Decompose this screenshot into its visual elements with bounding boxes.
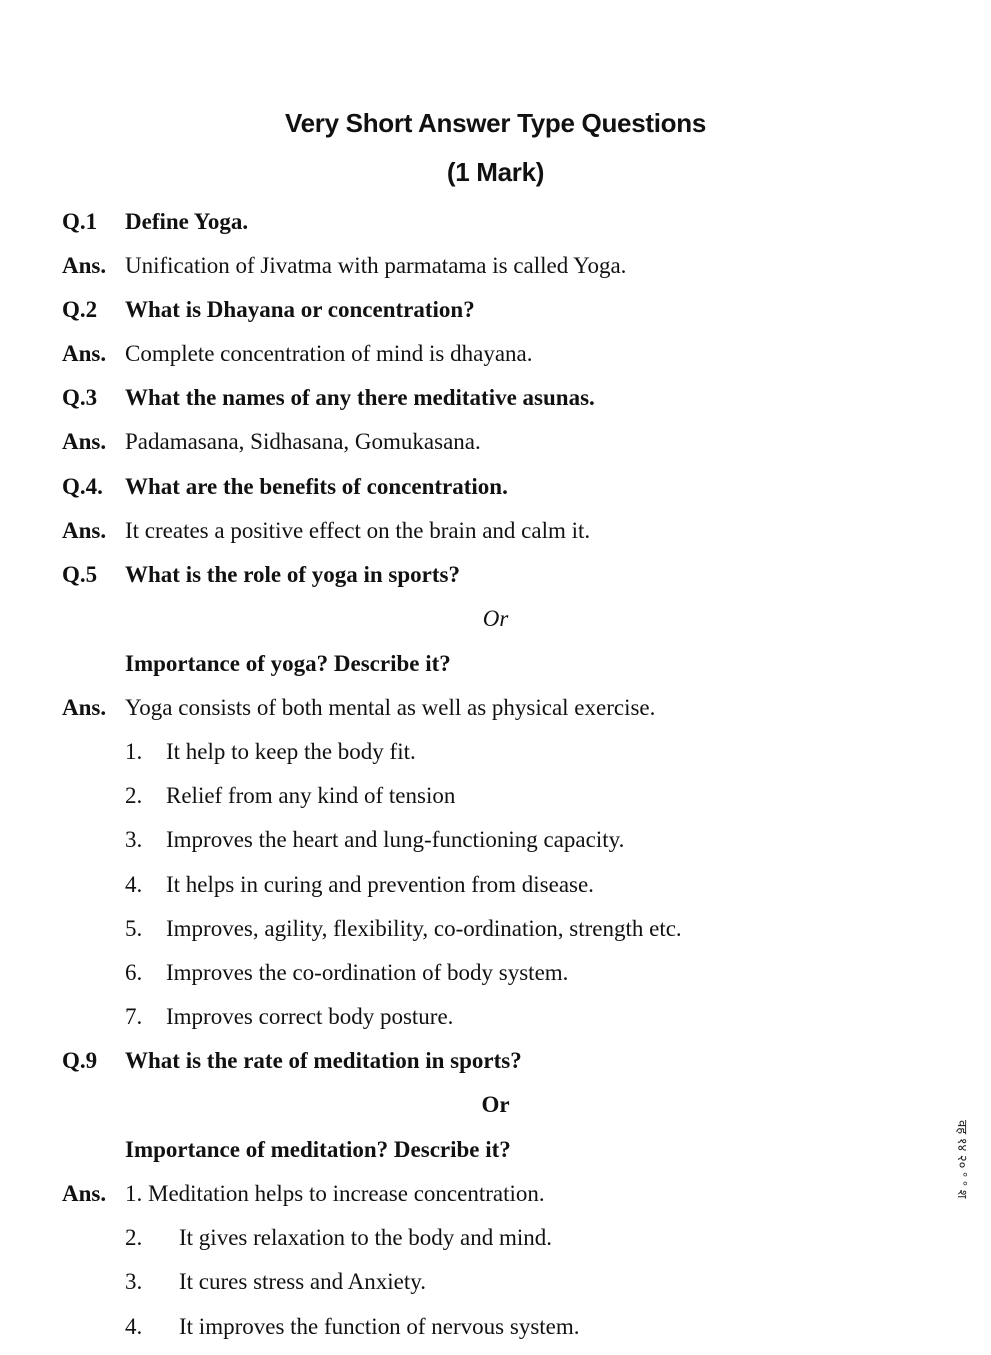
question-text: What the names of any there meditative asunas.: [125, 385, 595, 410]
answer-text: Complete concentration of mind is dhayana.: [125, 341, 533, 366]
list-text: Improves the co-ordination of body system.: [166, 960, 569, 985]
list-text: Improves the heart and lung-functioning capacity.: [166, 827, 625, 852]
list-text: Relief from any kind of tension: [166, 783, 456, 808]
list-text: Improves, agility, flexibility, co-ordination, strength etc.: [166, 916, 682, 941]
question-text: Define Yoga.: [125, 209, 249, 234]
answer-text: It creates a positive effect on the brain and calm it.: [125, 518, 591, 543]
question-label: Q.4.: [62, 474, 103, 499]
question-text: What is the rate of meditation in sports?: [125, 1048, 522, 1073]
list-number: 3.: [125, 1269, 143, 1294]
answer-label: Ans.: [62, 695, 107, 720]
question-text: Importance of meditation? Describe it?: [125, 1137, 511, 1162]
answer-label: Ans.: [62, 1181, 107, 1206]
question-text: What is Dhayana or concentration?: [125, 297, 475, 322]
list-number: 4.: [125, 1314, 143, 1339]
list-text: It improves the function of nervous system.: [179, 1314, 580, 1339]
answer-label: Ans.: [62, 518, 107, 543]
answer-label: Ans.: [62, 341, 107, 366]
list-text: It helps in curing and prevention from disease.: [166, 872, 594, 897]
list-number: 7.: [125, 1004, 143, 1029]
question-text: What is the role of yoga in sports?: [125, 562, 460, 587]
list-number: 2.: [125, 783, 143, 808]
side-watermark: [946, 1120, 976, 1295]
answer-text: Unification of Jivatma with parmatama is called Yoga.: [125, 253, 627, 278]
answer-label: Ans.: [62, 253, 107, 278]
answer-text: Padamasana, Sidhasana, Gomukasana.: [125, 429, 481, 454]
question-text: What are the benefits of concentration.: [125, 474, 508, 499]
list-text: It help to keep the body fit.: [166, 739, 416, 764]
side-watermark-text: वह १४ २० ° ° श: [955, 1120, 970, 1199]
page-subtitle: (1 Mark): [446, 157, 545, 187]
question-label: Q.5: [62, 562, 98, 587]
page-title: Very Short Answer Type Questions: [285, 108, 706, 138]
answer-text: 1. Meditation helps to increase concentration.: [125, 1181, 545, 1206]
list-text: Improves correct body posture.: [166, 1004, 454, 1029]
question-label: Q.1: [62, 209, 98, 234]
list-number: 5.: [125, 916, 143, 941]
or-separator: Or: [482, 606, 509, 631]
question-text: Importance of yoga? Describe it?: [125, 651, 451, 676]
list-number: 2.: [125, 1225, 143, 1250]
list-number: 3.: [125, 827, 143, 852]
question-label: Q.9: [62, 1048, 98, 1073]
or-separator: Or: [481, 1092, 510, 1117]
question-label: Q.3: [62, 385, 98, 410]
answer-label: Ans.: [62, 429, 107, 454]
list-number: 4.: [125, 872, 143, 897]
list-number: 1.: [125, 739, 143, 764]
answer-text: Yoga consists of both mental as well as physical exercise.: [125, 695, 656, 720]
list-number: 6.: [125, 960, 143, 985]
list-text: It gives relaxation to the body and mind.: [179, 1225, 553, 1250]
question-label: Q.2: [62, 297, 98, 322]
list-text: It cures stress and Anxiety.: [179, 1269, 426, 1294]
